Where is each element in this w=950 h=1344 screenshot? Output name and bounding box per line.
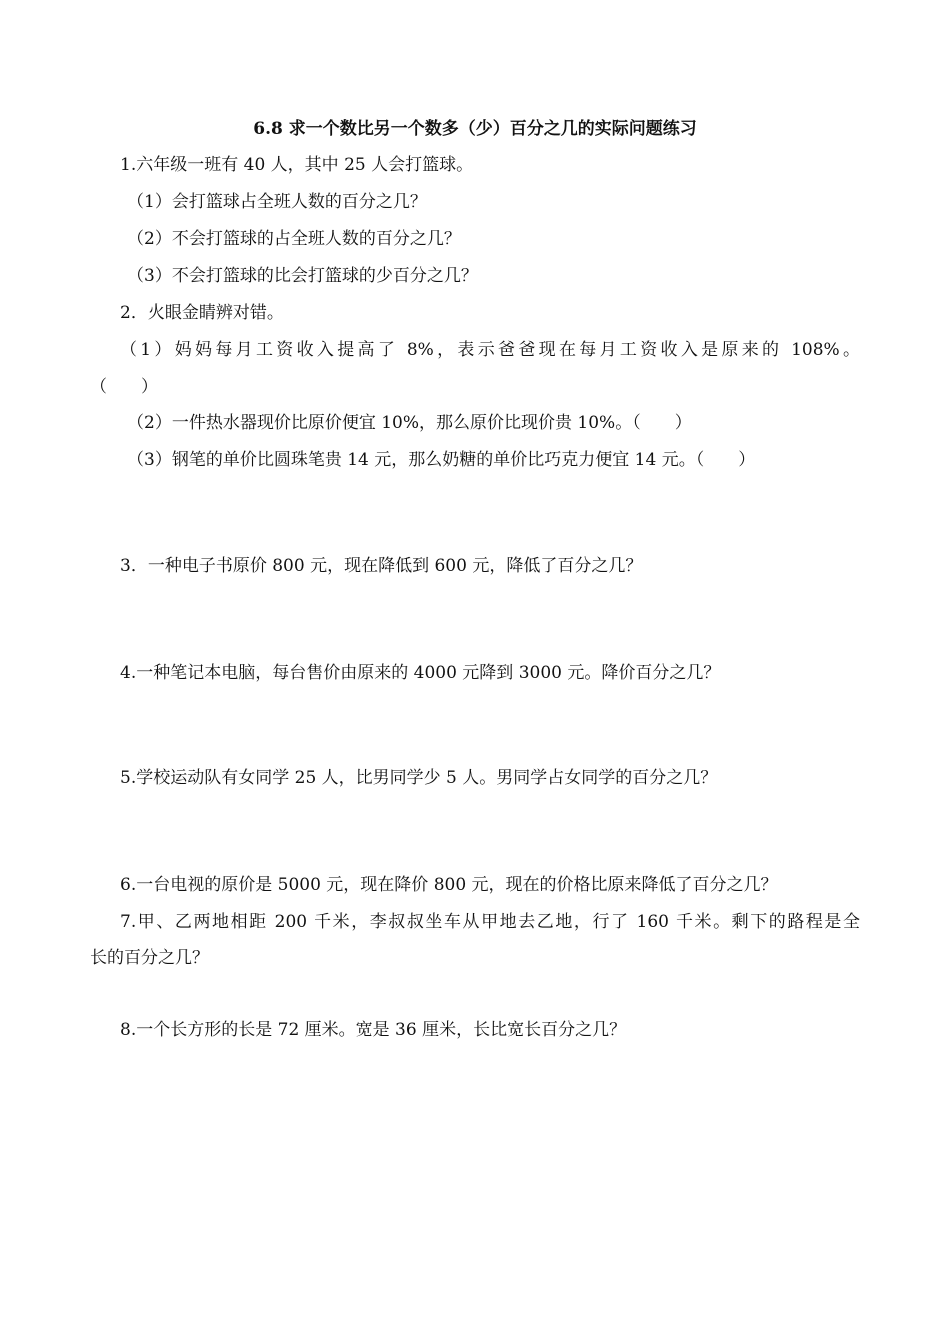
question-1-stem: 1.六年级一班有 40 人，其中 25 人会打篮球。 — [120, 155, 474, 175]
question-2-part-2: （2）一件热水器现价比原价便宜 10%，那么原价比现价贵 10%。（ ） — [127, 413, 692, 433]
question-4: 4.一种笔记本电脑，每台售价由原来的 4000 元降到 3000 元。降价百分之几？ — [120, 663, 721, 683]
question-6: 6.一台电视的原价是 5000 元，现在降价 800 元，现在的价格比原来降低了百分之几？ — [120, 875, 778, 895]
question-2-stem: 2．火眼金睛辨对错。 — [120, 303, 284, 323]
question-7-line-1: 7.甲、乙两地相距 200 千米，李叔叔坐车从甲地去乙地，行了 160 千米。剩下的路程是全 — [120, 912, 860, 932]
question-5: 5.学校运动队有女同学 25 人，比男同学少 5 人。男同学占女同学的百分之几？ — [120, 768, 718, 788]
question-7-line-2: 长的百分之几？ — [90, 948, 209, 968]
question-3: 3．一种电子书原价 800 元，现在降低到 600 元，降低了百分之几？ — [120, 556, 643, 576]
question-2-part-1-answer-blank: （ ） — [90, 377, 158, 397]
question-8: 8.一个长方形的长是 72 厘米。宽是 36 厘米，长比宽长百分之几？ — [120, 1020, 627, 1040]
question-2-part-1: （1）妈妈每月工资收入提高了 8%，表示爸爸现在每月工资收入是原来的 108%。 — [120, 340, 860, 360]
question-1-part-3: （3）不会打篮球的比会打篮球的少百分之几？ — [127, 266, 478, 286]
page-title: 6.8 求一个数比另一个数多（少）百分之几的实际问题练习 — [253, 119, 697, 139]
question-1-part-1: （1）会打篮球占全班人数的百分之几？ — [127, 192, 427, 212]
question-1-part-2: （2）不会打篮球的占全班人数的百分之几？ — [127, 229, 461, 249]
question-2-part-3: （3）钢笔的单价比圆珠笔贵 14 元，那么奶糖的单价比巧克力便宜 14 元。（ ） — [127, 450, 756, 470]
